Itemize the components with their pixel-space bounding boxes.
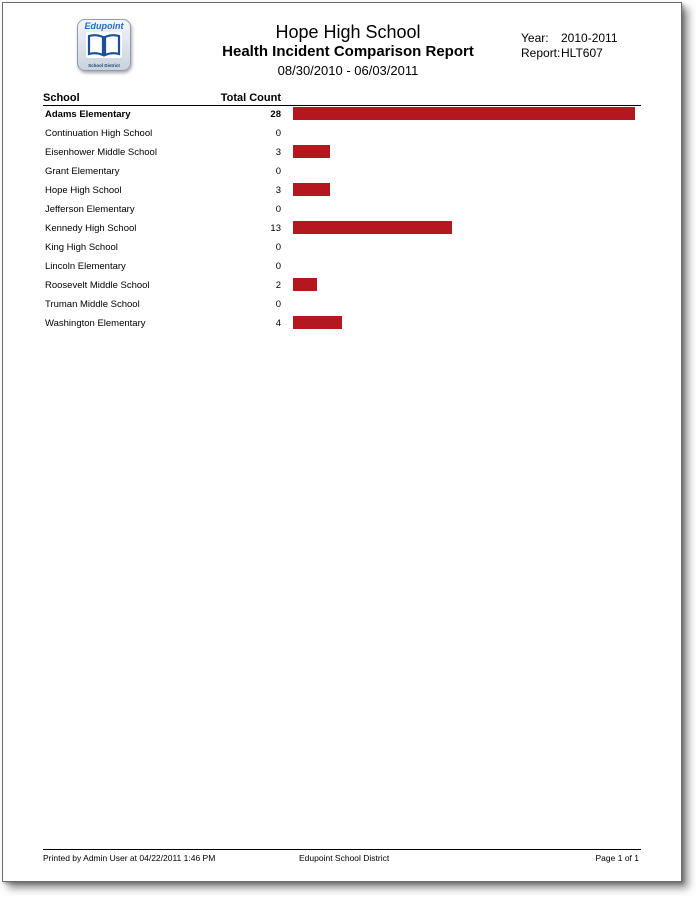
year-value: 2010-2011 [561, 31, 618, 45]
school-name-cell: Truman Middle School [45, 299, 140, 310]
school-name-cell: Kennedy High School [45, 223, 137, 234]
table-row [43, 125, 643, 144]
school-name: Hope High School [275, 22, 421, 42]
incident-bar [293, 107, 635, 120]
school-name-cell: Lincoln Elementary [45, 261, 126, 272]
total-count-cell: 0 [275, 128, 281, 139]
school-name-cell: Adams Elementary [45, 109, 131, 120]
school-name-cell: King High School [45, 242, 118, 253]
table-row [43, 296, 643, 315]
school-column-header: School [43, 92, 80, 104]
school-name-cell: Roosevelt Middle School [45, 280, 150, 291]
report-title: Health Incident Comparison Report [222, 43, 474, 60]
table-row [43, 106, 643, 125]
table-row [43, 220, 643, 239]
school-name-cell: Washington Elementary [45, 318, 146, 329]
school-name-cell: Jefferson Elementary [45, 204, 135, 215]
table-row [43, 315, 643, 334]
table-row [43, 182, 643, 201]
total-count-cell: 0 [275, 299, 281, 310]
school-name-cell: Hope High School [45, 185, 122, 196]
incident-bar [293, 145, 330, 158]
footer-district: Edupoint School District [299, 853, 390, 863]
page-number: Page 1 of 1 [595, 853, 639, 863]
total-count-cell: 2 [275, 280, 281, 291]
table-row [43, 258, 643, 277]
report-page [2, 2, 682, 882]
printed-by: Printed by Admin User at 04/22/2011 1:46 PM [43, 853, 216, 863]
table-row [43, 163, 643, 182]
school-name-cell: Grant Elementary [45, 166, 120, 177]
total-count-cell: 0 [275, 166, 281, 177]
table-row [43, 144, 643, 163]
year-label: Year: [521, 31, 549, 45]
report-label: Report: [521, 46, 561, 60]
logo-district-text: School District [88, 63, 120, 68]
total-count-cell: 28 [270, 109, 281, 120]
total-count-cell: 0 [275, 242, 281, 253]
incident-bar [293, 221, 452, 234]
total-count-column-header: Total Count [220, 92, 281, 104]
table-row [43, 201, 643, 220]
logo-brand-text: Edupoint [84, 21, 124, 31]
book-icon [86, 32, 122, 58]
school-name-cell: Continuation High School [45, 128, 153, 139]
report-value: HLT607 [561, 46, 603, 60]
total-count-cell: 3 [275, 185, 281, 196]
total-count-cell: 0 [275, 261, 281, 272]
total-count-cell: 0 [275, 204, 281, 215]
table-row [43, 239, 643, 258]
incident-bar [293, 316, 342, 329]
footer-divider [43, 849, 641, 850]
date-range: 08/30/2010 - 06/03/2011 [277, 63, 419, 78]
total-count-cell: 3 [275, 147, 281, 158]
total-count-cell: 13 [270, 223, 281, 234]
table-row [43, 277, 643, 296]
edupoint-logo [77, 19, 131, 71]
total-count-cell: 4 [275, 318, 281, 329]
incident-bar [293, 278, 317, 291]
school-name-cell: Eisenhower Middle School [45, 147, 157, 158]
incident-bar [293, 183, 330, 196]
